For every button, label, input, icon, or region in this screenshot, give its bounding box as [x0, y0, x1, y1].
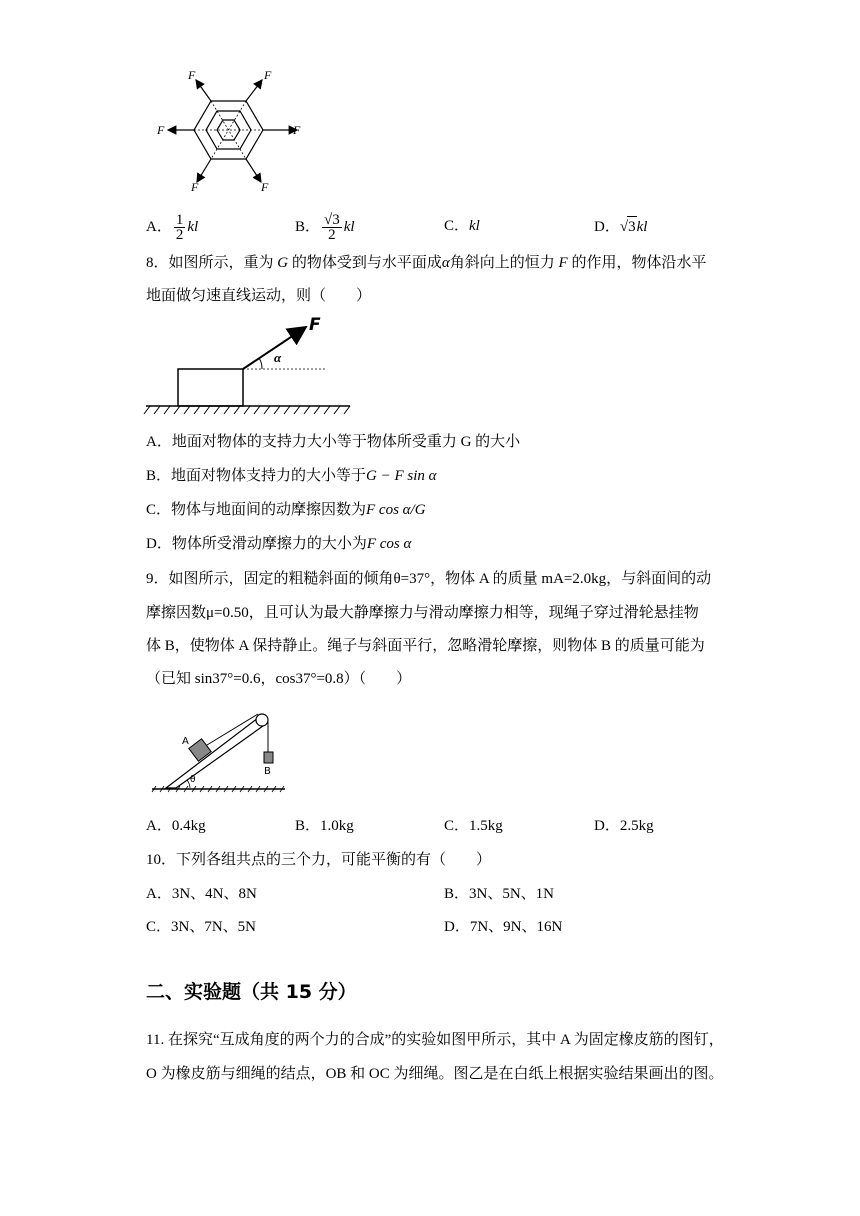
angle-label: α [274, 350, 282, 365]
q9-option-c: C．1.5kg [444, 818, 503, 834]
q8-stem-line2: 地面做匀速直线运动，则（ ） [146, 288, 372, 304]
q9-stem-line1: 9．如图所示，固定的粗糙斜面的倾角θ=37°，物体 A 的质量 mA=2.0kg，与斜面间的动 [146, 571, 712, 587]
q10-option-a: A．3N、4N、8N [146, 886, 257, 902]
force-label: F [157, 123, 165, 137]
q10-stem: 10．下列各组共点的三个力，可能平衡的有（ ） [146, 852, 492, 868]
force-label: F [293, 123, 301, 137]
pulley [256, 714, 268, 726]
q9-option-d: D．2.5kg [594, 818, 654, 834]
block-b-label: B [264, 766, 271, 777]
angle-label: θ [190, 775, 196, 785]
q9-stem-line4: （已知 sin37°=0.6，cos37°=0.8）（ ） [146, 671, 412, 687]
force-label: F [188, 68, 196, 82]
q9-stem-line2: 摩擦因数μ=0.50，且可认为最大静摩擦力与滑动摩擦力相等，现绳子穿过滑轮悬挂物 [146, 605, 699, 621]
q8-option-a: A．地面对物体的支持力大小等于物体所受重力 G 的大小 [146, 434, 521, 450]
q7-option-d: D．√3kl [594, 216, 647, 237]
q11-stem-line1: 11. 在探究“互成角度的两个力的合成”的实验如图甲所示，其中 A 为固定橡皮筋的图钉， [146, 1032, 724, 1048]
force-label: F [261, 180, 269, 194]
q7-option-c: C．kl [444, 218, 480, 234]
q9-option-a: A．0.4kg [146, 818, 206, 834]
block-a-label: A [182, 736, 189, 747]
q10-option-b: B．3N、5N、1N [444, 886, 555, 902]
q8-option-b: B．地面对物体支持力的大小等于G − F sin α [146, 468, 437, 484]
q8-stem-line1: 8．如图所示，重为 G 的物体受到与水平面成α角斜向上的恒力 F 的作用，物体沿水平 [146, 255, 707, 271]
q8-option-c: C．物体与地面间的动摩擦因数为F cos α/G [146, 502, 426, 518]
q7-option-b: B． $\frac{√3}{2}$ kl [295, 212, 355, 243]
q9-option-b: B．1.0kg [295, 818, 354, 834]
q11-stem-line2: O 为橡皮筋与细绳的结点，OB 和 OC 为细绳。图乙是在白纸上根据实验结果画出的图。 [146, 1066, 724, 1082]
force-label: F [309, 315, 321, 335]
section-heading: 二、实验题（共 15 分） [146, 981, 357, 1003]
q8-option-d: D．物体所受滑动摩擦力的大小为F cos α [146, 536, 412, 552]
q9-stem-line3: 体 B，使物体 A 保持静止。绳子与斜面平行，忽略滑轮摩擦，则物体 B 的质量可能为 [146, 638, 705, 654]
force-label: F [191, 180, 199, 194]
block-b [264, 752, 273, 763]
force-label: F [264, 68, 272, 82]
q10-option-c: C．3N、7N、5N [146, 919, 257, 935]
q7-option-a: A． $\frac{1}{2}$ kl [146, 212, 199, 243]
q10-option-d: D．7N、9N、16N [444, 919, 563, 935]
